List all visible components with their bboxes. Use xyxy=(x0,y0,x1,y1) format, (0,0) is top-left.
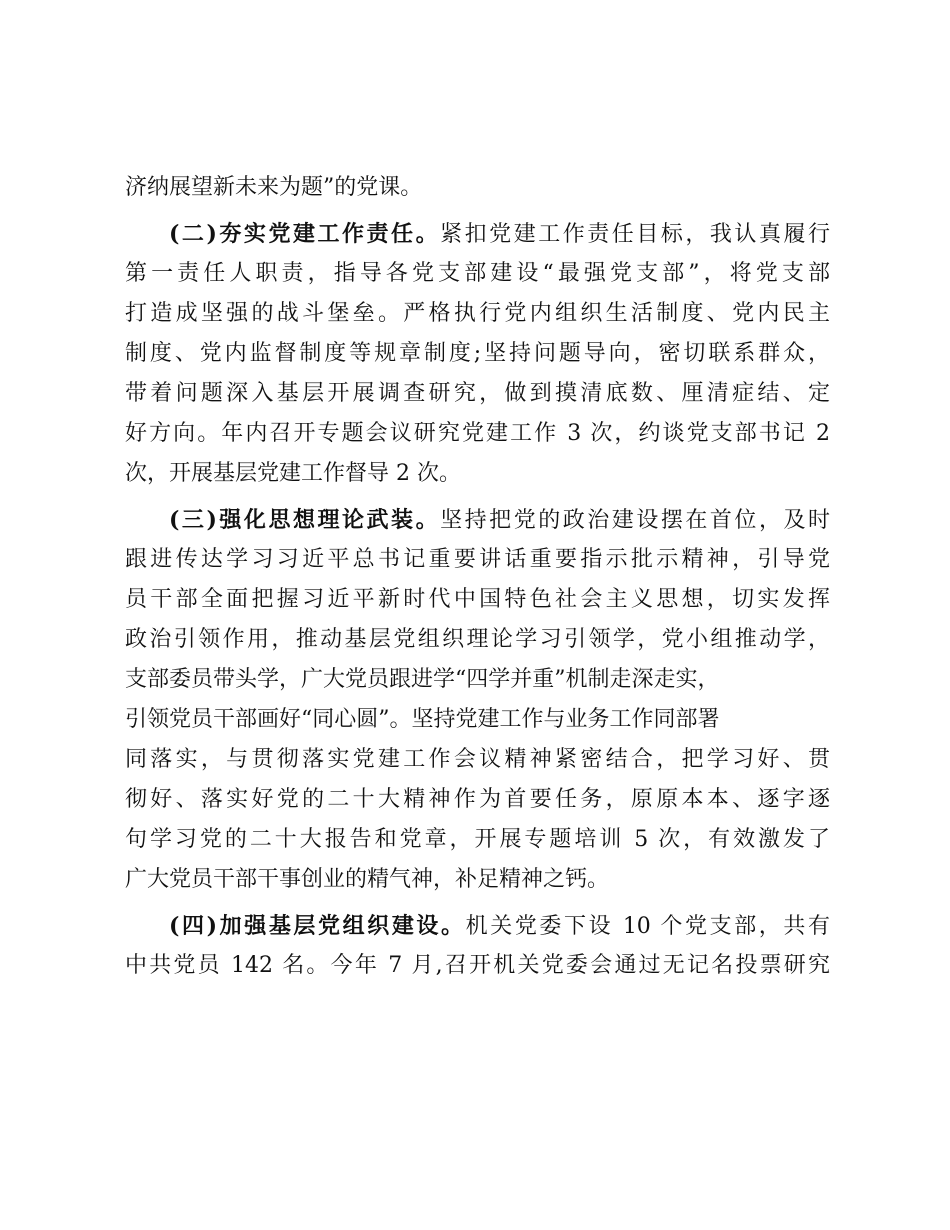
paragraph-line: 打造成坚强的战斗堡垒。严格执行党内组织生活制度、党内民主 xyxy=(125,301,830,326)
paragraph-text: 机关党委下设 10 个党支部，共有 xyxy=(465,914,831,939)
section-heading: (四)加强基层党组织建设。 xyxy=(169,913,466,939)
paragraph-line: 第一责任人职责，指导各党支部建设“最强党支部”，将党支部 xyxy=(125,261,830,286)
paragraph-line: 彻好、落实好党的二十大精神作为首要任务，原原本本、逐字逐 xyxy=(125,787,830,812)
paragraph-line: 济纳展望新未来为题”的党课。 xyxy=(125,175,423,200)
paragraph-line: 带着问题深入基层开展调查研究，做到摸清底数、厘清症结、定 xyxy=(125,381,830,406)
paragraph-line: 中共党员 142 名。今年 7 月,召开机关党委会通过无记名投票研究 xyxy=(125,953,830,978)
paragraph-first-line xyxy=(125,500,830,540)
paragraph-first-line xyxy=(125,906,830,946)
paragraph-line: 次，开展基层党建工作督导 2 次。 xyxy=(125,461,461,486)
document-body xyxy=(125,168,830,986)
paragraph-text: 坚持把党的政治建设摆在首位，及时 xyxy=(440,508,830,533)
paragraph-line: 制度、党内监督制度等规章制度;坚持问题导向，密切联系群众， xyxy=(125,341,830,366)
paragraph-line: 广大党员干部干事创业的精气神，补足精神之钙。 xyxy=(125,867,610,892)
paragraph-line: 员干部全面把握习近平新时代中国特色社会主义思想，切实发挥 xyxy=(125,587,830,612)
paragraph-line: 引领党员干部画好“同心圆”。坚持党建工作与业务工作同部署 xyxy=(125,707,720,732)
paragraph-line: 支部委员带头学，广大党员跟进学“四学并重”机制走深走实， xyxy=(125,667,720,692)
section-heading: (三)强化思想理论武装。 xyxy=(169,507,441,533)
paragraph-line: 好方向。年内召开专题会议研究党建工作 3 次，约谈党支部书记 2 xyxy=(125,421,830,446)
paragraph-first-line xyxy=(125,214,830,254)
paragraph-line: 同落实，与贯彻落实党建工作会议精神紧密结合，把学习好、贯 xyxy=(125,747,830,772)
paragraph-text: 紧扣党建工作责任目标，我认真履行 xyxy=(440,222,830,247)
paragraph-line: 句学习党的二十大报告和党章，开展专题培训 5 次，有效激发了 xyxy=(125,827,830,852)
paragraph-line: 跟进传达学习习近平总书记重要讲话重要指示批示精神，引导党 xyxy=(125,547,830,572)
paragraph-line: 政治引领作用，推动基层党组织理论学习引领学，党小组推动学， xyxy=(125,627,830,652)
section-heading: (二)夯实党建工作责任。 xyxy=(169,221,441,247)
